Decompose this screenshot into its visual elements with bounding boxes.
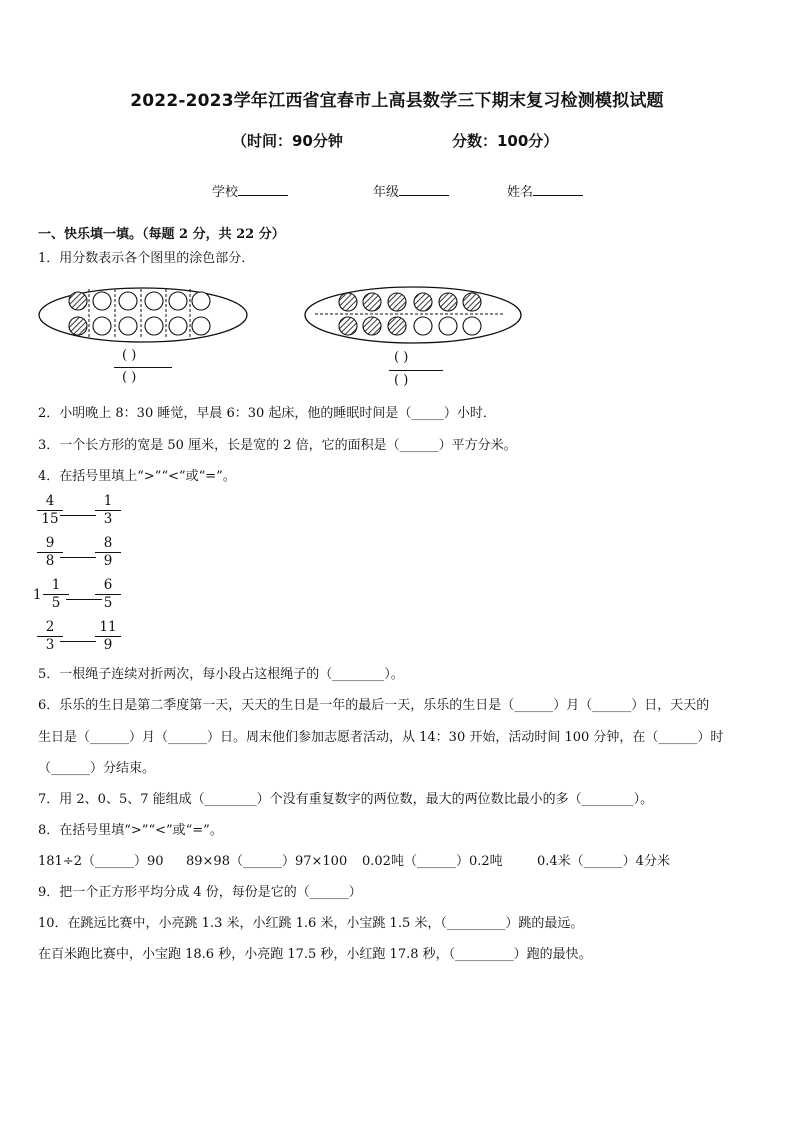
q4-item-2-right-denominator: 9: [95, 552, 121, 570]
figure-1-fraction-bar: [114, 367, 172, 368]
q4-item-3-left-denominator: 5: [43, 594, 69, 612]
q4-item-3-right-numerator: 6: [103, 577, 113, 593]
figure-2-circle: [388, 293, 406, 311]
question-10-line-2: 在百米跑比赛中，小宝跑 18.6 秒，小亮跑 17.5 秒，小红跑 17.8 秒，（_________）跑的最快。: [38, 947, 592, 962]
q4-item-3-left-fraction: [43, 577, 69, 612]
q4-item-4-left-fraction: [37, 619, 63, 654]
figure-2-numerator-blank[interactable]: ( ): [394, 350, 409, 365]
section-1-heading: 一、快乐填一填。（每题 2 分，共 22 分）: [38, 227, 285, 242]
q8-item-2[interactable]: 89×98（______）97×100: [186, 854, 348, 869]
grade-label: 年级: [373, 185, 400, 200]
q4-item-2-left-numerator: 9: [45, 535, 55, 551]
question-5: 5．一根绳子连续对折两次，每小段占这根绳子的（________）。: [38, 667, 404, 682]
q4-item-4-left-denominator: 3: [37, 636, 63, 654]
q4-item-3-left-numerator: 1: [51, 577, 61, 593]
question-6-line-2: 生日是（______）月（______）日。周末他们参加志愿者活动，从 14：30 开始，活动时间 100 分钟，在（______）时: [38, 730, 724, 745]
figure-2-circle: [439, 293, 457, 311]
q4-item-4-right-denominator: 9: [95, 636, 121, 654]
figure-2-circle: [463, 317, 481, 335]
question-8: 8．在括号里填“>”“<”或“=”。: [38, 823, 223, 838]
figure-2-fraction-bar: [389, 370, 443, 371]
question-10-line-1: 10．在跳远比赛中，小亮跳 1.3 米，小红跳 1.6 米，小宝跳 1.5 米，（_________）跳的最远。: [38, 916, 584, 931]
figure-1-circle: [192, 317, 210, 335]
q4-item-4-left-numerator: 2: [45, 619, 55, 635]
figure-1-numerator-blank[interactable]: ( ): [122, 348, 137, 363]
school-label: 学校: [212, 185, 239, 200]
q4-item-2-right-fraction: [95, 535, 121, 570]
figure-1-circle: [145, 292, 163, 310]
figure-2-circle: [339, 293, 357, 311]
q4-item-2-right-numerator: 8: [103, 535, 113, 551]
q8-item-4[interactable]: 0.4米（______）4分米: [537, 854, 670, 869]
figure-1-circle: [119, 292, 137, 310]
figure-1-circle: [93, 317, 111, 335]
q4-item-1-left-denominator: 15: [37, 510, 63, 528]
figure-1-circle: [145, 317, 163, 335]
question-3: 3．一个长方形的宽是 50 厘米，长是宽的 2 倍，它的面积是（______）平方分米。: [38, 438, 517, 453]
q4-item-3-right-fraction: [95, 577, 121, 612]
q4-item-1-left-fraction: [37, 493, 63, 528]
figure-1-circle: [192, 292, 210, 310]
figure-2-circle: [339, 317, 357, 335]
q4-item-1-right-denominator: 3: [95, 510, 121, 528]
figure-2-denominator-blank[interactable]: ( ): [394, 373, 409, 388]
q4-item-1-answer-blank[interactable]: [60, 515, 96, 516]
q4-item-2-left-fraction: [37, 535, 63, 570]
figure-1-circle: [69, 292, 87, 310]
question-9: 9．把一个正方形平均分成 4 份，每份是它的（______）: [38, 885, 362, 900]
figure-2-circle: [363, 293, 381, 311]
question-2: 2．小明晚上 8：30 睡觉，早晨 6：30 起床，他的睡眠时间是（_____）小时．: [38, 406, 496, 421]
question-6-line-3: （______）分结束。: [38, 761, 156, 776]
score-label: 分数：100分）: [452, 132, 559, 150]
q4-item-2-answer-blank[interactable]: [60, 557, 96, 558]
figure-2-circle: [363, 317, 381, 335]
time-label: （时间：90分钟: [232, 132, 343, 150]
q8-item-1[interactable]: 181÷2（______）90: [38, 854, 164, 869]
question-6-line-1: 6．乐乐的生日是第二季度第一天，天天的生日是一年的最后一天，乐乐的生日是（______）月（______）日，天天的: [38, 698, 710, 713]
question-1: 1．用分数表示各个图里的涂色部分．: [38, 251, 255, 266]
figure-2-circle: [463, 293, 481, 311]
question-7: 7．用 2、0、5、7 能组成（________）个没有重复数字的两位数，最大的两位数比最小的多（________）。: [38, 792, 654, 807]
figure-1-denominator-blank[interactable]: ( ): [122, 370, 137, 385]
q4-item-4-right-numerator: 11: [99, 619, 117, 635]
figure-1-circle: [119, 317, 137, 335]
q4-item-4-answer-blank[interactable]: [60, 641, 96, 642]
q4-item-4-right-fraction: [95, 619, 121, 654]
page-title: 2022-2023学年江西省宜春市上高县数学三下期末复习检测模拟试题: [130, 91, 664, 111]
figure-2-circle: [414, 293, 432, 311]
q4-item-2-left-denominator: 8: [37, 552, 63, 570]
figure-1-circle: [169, 317, 187, 335]
figure-1-circle: [93, 292, 111, 310]
name-label: 姓名: [507, 185, 534, 200]
q4-item-1-right-numerator: 1: [103, 493, 113, 509]
question-4: 4．在括号里填上“>”“<”或“=”。: [38, 469, 236, 484]
figure-2-circle: [414, 317, 432, 335]
q4-item-1-left-numerator: 4: [45, 493, 55, 509]
q4-item-1-right-fraction: [95, 493, 121, 528]
figure-2-circle: [439, 317, 457, 335]
q8-item-3[interactable]: 0.02吨（______）0.2吨: [362, 854, 503, 869]
figure-1-circle: [69, 317, 87, 335]
figure-2-circle: [388, 317, 406, 335]
q4-item-3-right-denominator: 5: [95, 594, 121, 612]
figure-1-circle: [169, 292, 187, 310]
q4-item-3-left-whole: 1: [33, 587, 42, 603]
